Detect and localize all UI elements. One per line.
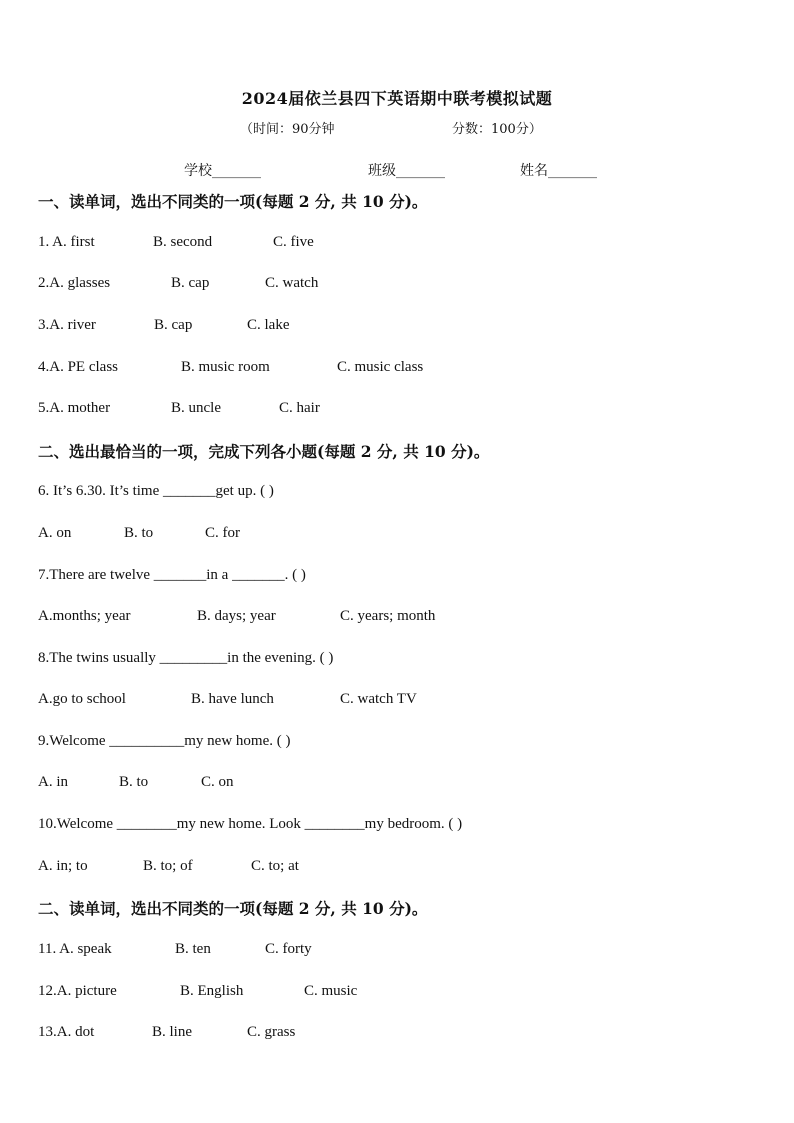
question-12 [38, 983, 357, 1000]
option-c: C. years; month [340, 608, 436, 624]
option-b: B. to [124, 525, 154, 541]
name-field: 姓名_______ [520, 163, 597, 179]
option-c: C. hair [279, 400, 320, 416]
option-a: 5.A. mother [38, 400, 111, 416]
option-c: C. watch [265, 275, 319, 291]
question-6-options [38, 525, 240, 542]
question-10: 10.Welcome ________my new home. Look ________my bedroom. ( ) [38, 816, 463, 832]
question-3 [38, 317, 290, 334]
option-a: 13.A. dot [38, 1024, 95, 1040]
section-heading-1: 一、读单词，选出不同类的一项(每题 2 分, 共 10 分)。 [38, 192, 428, 211]
option-b: B. line [152, 1024, 192, 1040]
option-b: B. uncle [171, 400, 221, 416]
option-c: C. lake [247, 317, 290, 333]
option-c: C. for [205, 525, 240, 541]
exam-time: （时间：90分钟 [240, 122, 335, 137]
option-b: B. days; year [197, 608, 276, 624]
option-a: A. in [38, 774, 68, 790]
class-field: 班级_______ [368, 163, 445, 179]
page-title: 2024届依兰县四下英语期中联考模拟试题 [241, 89, 553, 108]
question-7: 7.There are twelve _______in a _______. ( ) [38, 567, 306, 583]
question-4 [38, 359, 423, 376]
option-a: 4.A. PE class [38, 359, 118, 375]
option-c: C. music [304, 983, 358, 999]
question-11 [38, 941, 312, 958]
section-heading-2: 二、选出最恰当的一项，完成下列各小题(每题 2 分, 共 10 分)。 [38, 442, 490, 461]
option-c: C. music class [337, 359, 424, 375]
option-c: C. on [201, 774, 234, 790]
option-a: 3.A. river [38, 317, 96, 333]
option-b: B. cap [154, 317, 193, 333]
option-b: B. second [153, 234, 213, 250]
option-a: A.go to school [38, 691, 126, 707]
option-a: 11. A. speak [38, 941, 112, 957]
question-8: 8.The twins usually _________in the evening. ( ) [38, 650, 334, 666]
option-a: 12.A. picture [38, 983, 117, 999]
option-b: B. to [119, 774, 149, 790]
option-b: B. have lunch [191, 691, 274, 707]
question-9-options [38, 774, 234, 791]
option-b: B. ten [175, 941, 211, 957]
option-b: B. cap [171, 275, 210, 291]
option-c: C. grass [247, 1024, 296, 1040]
option-a: A. on [38, 525, 72, 541]
option-c: C. watch TV [340, 691, 417, 707]
question-10-options [38, 858, 299, 875]
question-9: 9.Welcome __________my new home. ( ) [38, 733, 291, 749]
option-b: B. to; of [143, 858, 193, 874]
question-5 [38, 400, 320, 417]
question-8-options [38, 691, 417, 708]
exam-score: 分数：100分） [452, 122, 542, 137]
option-c: C. to; at [251, 858, 299, 874]
question-2 [38, 275, 318, 292]
section-heading-3: 二、读单词，选出不同类的一项(每题 2 分, 共 10 分)。 [38, 899, 428, 918]
school-field: 学校_______ [184, 163, 261, 179]
question-13 [38, 1024, 295, 1041]
option-a: A.months; year [38, 608, 131, 624]
option-a: 1. A. first [38, 234, 95, 250]
question-7-options [38, 608, 435, 625]
option-c: C. five [273, 234, 314, 250]
option-a: A. in; to [38, 858, 88, 874]
question-6: 6. It’s 6.30. It’s time _______get up. ( ) [38, 483, 274, 499]
option-b: B. music room [181, 359, 270, 375]
option-a: 2.A. glasses [38, 275, 111, 291]
option-b: B. English [180, 983, 244, 999]
question-1 [38, 234, 314, 251]
option-c: C. forty [265, 941, 312, 957]
